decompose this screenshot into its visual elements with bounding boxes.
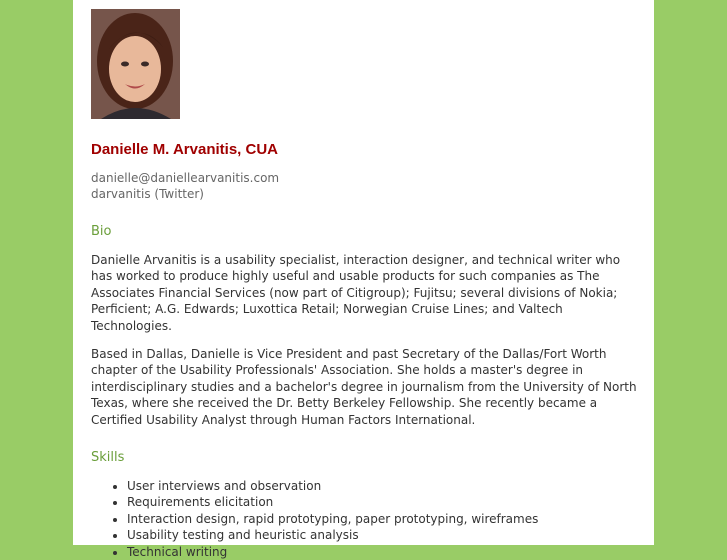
- profile-photo: [91, 9, 180, 119]
- profile-content: [91, 9, 639, 560]
- profile-photo-image: [91, 9, 180, 119]
- skills-list: [91, 478, 639, 560]
- email-link[interactable]: danielle@daniellearvanitis.com: [91, 171, 280, 185]
- skills-heading: Skills: [91, 450, 125, 466]
- bio-heading: Bio: [91, 224, 112, 239]
- page-container: [73, 0, 654, 559]
- skill-item: • Usability testing and heuristic analysis: [127, 527, 639, 543]
- skill-item: • Requirements elicitation: [127, 494, 639, 510]
- skill-item: • Technical writing: [127, 544, 639, 560]
- twitter-link[interactable]: darvanitis (Twitter): [91, 187, 204, 201]
- bio-paragraph: Based in Dallas, Danielle is Vice President and past Secretary of the Dallas/Fort Worth chapter of the Usability Professionals' Association. She holds a master's degree in interdisciplinary studies and a bachelor's degree in journalism from the University of North Texas, where she received the Dr. Betty Berkeley Fellowship. She recently became a Certified Usability Analyst through Human Factors International.: [91, 347, 637, 427]
- bio-paragraph: Danielle Arvanitis is a usability specialist, interaction designer, and technical writer who has worked to produce highly useful and usable products for such companies as The Associates Financial Services (now part of Citigroup); Fujitsu; several divisions of Nokia; Perficient; A.G. Edwards; Luxottica Retail; Norwegian Cruise Lines; and Valtech Technologies.: [91, 253, 621, 333]
- profile-name: Danielle M. Arvanitis, CUA: [91, 141, 278, 158]
- contact-info: [91, 170, 639, 202]
- skill-item: • Interaction design, rapid prototyping, paper prototyping, wireframes: [127, 511, 639, 527]
- skill-item: • User interviews and observation: [127, 478, 639, 494]
